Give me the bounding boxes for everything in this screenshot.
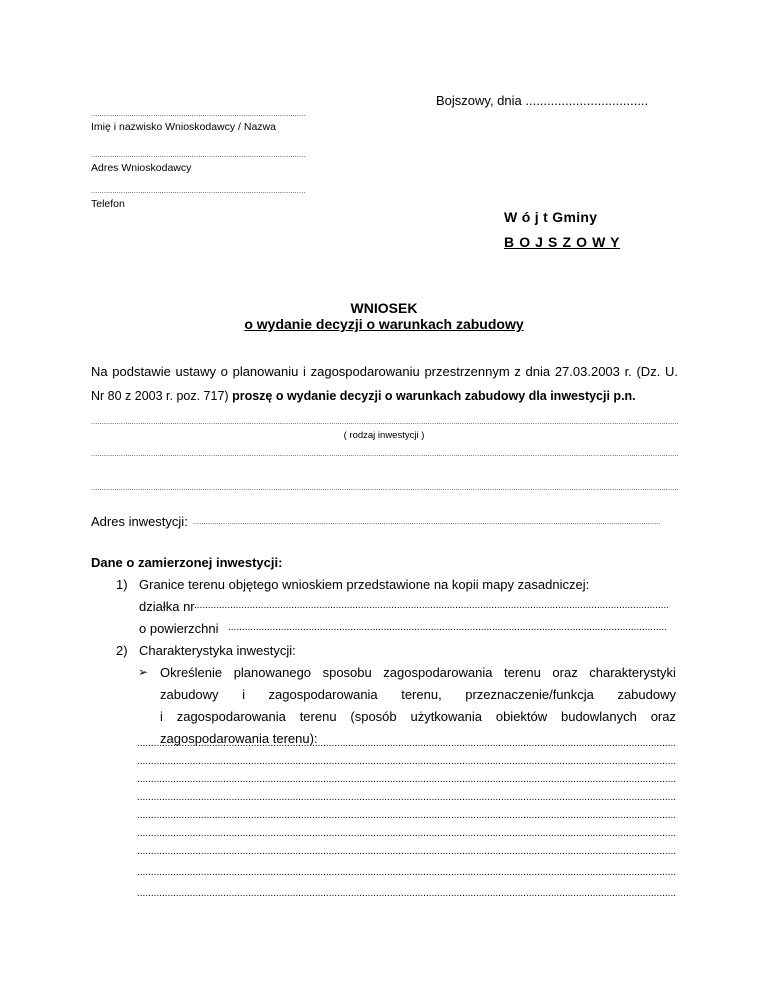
area-label: o powierzchni [139,621,219,636]
applicant-name-field[interactable] [91,111,305,120]
answer-line-1[interactable] [137,738,676,753]
applicant-address-field[interactable] [91,152,305,161]
answer-line-6[interactable] [137,828,676,843]
item2-number: 2) [116,643,128,658]
place-date: Bojszowy, dnia .................................. [436,93,649,108]
intro-line2 [91,389,636,403]
item1-text: Granice terenu objętego wnioskiem przedstawione na kopii mapy zasadniczej: [139,577,590,592]
investment-type-field[interactable] [91,419,678,428]
answer-line-7[interactable] [137,846,676,861]
addressee-line1: W ó j t Gminy [504,209,598,225]
intro-line1: Na podstawie ustawy o planowaniu i zagospodarowaniu przestrzennym z dnia 27.03.2003 r. (Dz. U. [91,364,678,379]
investment-address-label: Adres inwestycji: [91,514,188,529]
investment-type-field-2[interactable] [91,451,678,460]
applicant-name-label: Imię i nazwisko Wnioskodawcy / Nazwa [91,121,276,133]
answer-line-9[interactable] [137,888,676,903]
document-subtitle: o wydanie decyzji o warunkach zabudowy [244,316,524,332]
answer-line-8[interactable] [137,867,676,882]
plot-number-field[interactable] [194,600,668,615]
answer-line-4[interactable] [137,792,676,807]
bullet-line-3: i zagospodarowania terenu (sposób użytkowania obiektów budowlanych oraz [160,709,676,724]
answer-line-3[interactable] [137,774,676,789]
bullet-line-2: zabudowy i zagospodarowania terenu, przeznaczenie/funkcja zabudowy [160,687,676,702]
phone-label: Telefon [91,198,125,210]
investment-address-field[interactable] [193,519,660,528]
intro-legal-reference: Nr 80 z 2003 r. poz. 717) [91,389,229,403]
investment-type-caption: ( rodzaj inwestycji ) [343,430,425,441]
plot-number-label: działka nr [139,599,195,614]
area-field[interactable] [228,622,668,637]
answer-line-2[interactable] [137,756,676,771]
applicant-address-label: Adres Wnioskodawcy [91,162,192,174]
answer-line-5[interactable] [137,810,676,825]
phone-field[interactable] [91,188,305,197]
document-title: WNIOSEK [350,300,418,316]
item2-text: Charakterystyka inwestycji: [139,643,296,658]
item1-number: 1) [116,577,128,592]
bullet-line-4: zagospodarowania terenu): [160,731,318,746]
bullet-line-1: Określenie planowanego sposobu zagospodarowania terenu oraz charakterystyki [160,665,676,680]
intro-request: proszę o wydanie decyzji o warunkach zabudowy dla inwestycji p.n. [232,389,636,403]
section-heading: Dane o zamierzonej inwestycji: [91,555,283,570]
arrow-bullet-icon: ➢ [138,665,149,679]
investment-type-field-3[interactable] [91,485,678,494]
addressee-line2: B O J S Z O W Y [504,234,621,250]
